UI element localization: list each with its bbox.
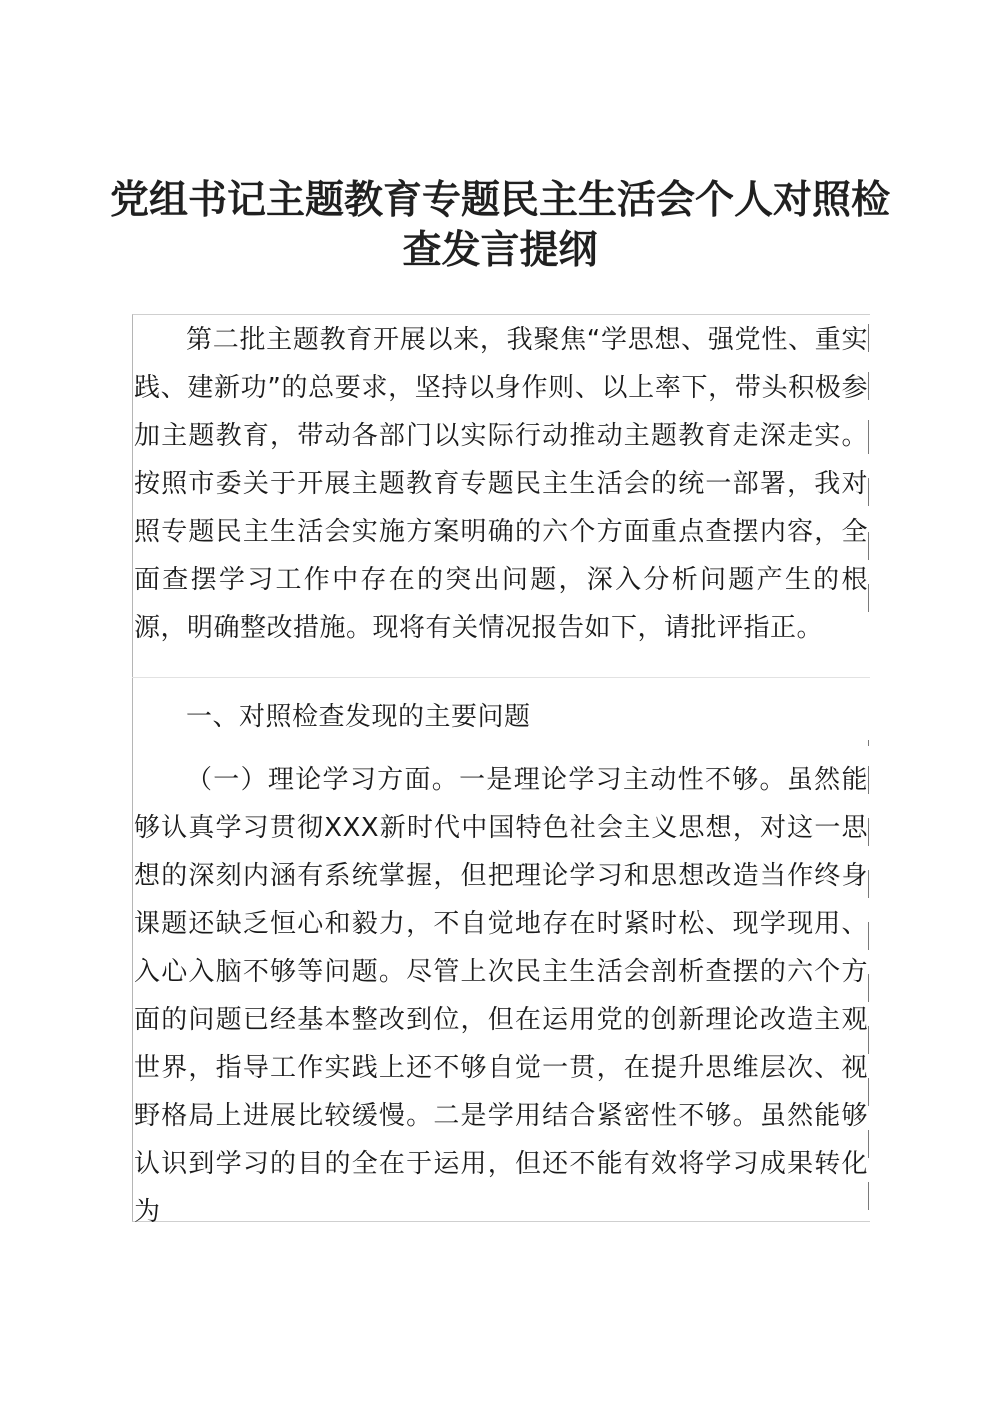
line-marker — [868, 818, 869, 846]
line-marker — [868, 1026, 869, 1054]
line-marker — [868, 1130, 869, 1158]
line-marker — [868, 478, 869, 506]
line-marker — [868, 372, 869, 400]
intro-paragraph: 第二批主题教育开展以来，我聚焦“学思想、强党性、重实践、建新功”的总要求，坚持以身作则、以上率下，带头积极参加主题教育，带动各部门以实际行动推动主题教育走深走实。按照市委关于开展主题教育专题民主生活会的统一部署，我对照专题民主生活会实施方案明确的六个方面重点查摆内容，全面查摆学习工作中存在的突出问题，深入分析问题产生的根源，明确整改措施。现将有关情况报告如下，请批评指正。 — [134, 325, 868, 643]
line-marker — [868, 922, 869, 950]
line-marker — [868, 324, 869, 352]
body-paragraph: （一）理论学习方面。一是理论学习主动性不够。虽然能够认真学习贯彻XXX新时代中国特色社会主义思想，对这一思想的深刻内涵有系统掌握，但把理论学习和思想改造当作终身课题还缺乏恒心和毅力，不自觉地存在时紧时松、现学现用、入心入脑不够等问题。尽管上次民主生活会剖析查摆的六个方面的问题已经基本整改到位，但在运用党的创新理论改造主观世界，指导工作实践上还不够自觉一贯，在提升思维层次、视野格局上进展比较缓慢。二是学用结合紧密性不够。虽然能够认识到学习的目的全在于运用，但还不能有效将学习成果转化为 — [134, 765, 868, 1227]
section-heading: 一、对照检查发现的主要问题 — [186, 702, 531, 732]
line-marker — [868, 1078, 869, 1106]
line-marker — [868, 430, 869, 454]
line-marker — [868, 974, 869, 1002]
line-marker — [868, 584, 869, 612]
line-marker — [868, 870, 869, 898]
line-marker — [868, 1182, 869, 1210]
line-marker — [868, 766, 869, 794]
line-marker — [868, 532, 869, 560]
document-title: 党组书记主题教育专题民主生活会个人对照检查发言提纲 — [109, 178, 890, 273]
paragraph-separator — [132, 677, 870, 678]
line-marker — [868, 740, 869, 746]
